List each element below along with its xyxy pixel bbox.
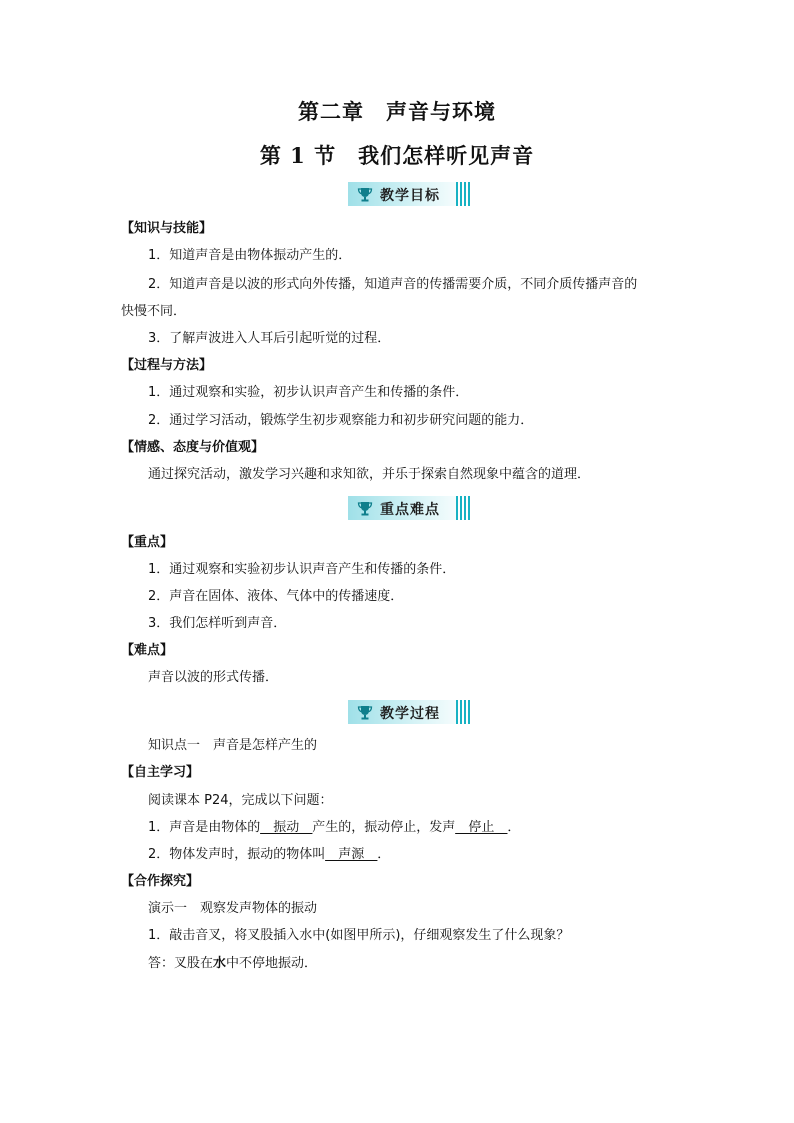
banner-key-points	[348, 496, 470, 520]
key-item: 1．通过观察和实验初步认识声音产生和传播的条件．	[148, 562, 456, 577]
banner-label: 重点难点	[380, 502, 440, 518]
chapter-title: 第二章 声音与环境	[298, 99, 496, 124]
answer-emphasis: 水	[213, 956, 227, 971]
banner-label: 教学目标	[380, 188, 440, 204]
key-item: 3．我们怎样听到声音．	[148, 616, 287, 631]
key-heading: 【重点】	[121, 535, 174, 550]
process-method-heading: 【过程与方法】	[121, 358, 213, 373]
demo-question: 1．敲击音叉，将叉股插入水中(如图甲所示)，仔细观察发生了什么现象？	[148, 928, 570, 943]
banner-stripe	[456, 182, 470, 206]
emotion-heading: 【情感、态度与价值观】	[121, 440, 265, 455]
knowledge-item: 1．知道声音是由物体振动产生的．	[148, 248, 352, 263]
answer-blank: __声源__	[325, 847, 378, 862]
answer-blank: __停止__	[455, 820, 508, 835]
answer-prefix: 答：叉股在	[148, 956, 214, 971]
process-method-item: 1．通过观察和实验，初步认识声音产生和传播的条件．	[148, 385, 469, 400]
question-2	[148, 846, 390, 864]
banner-stripe	[456, 700, 470, 724]
question-1-suffix: ．	[507, 820, 521, 835]
question-2-suffix: ．	[377, 847, 391, 862]
difficult-item: 声音以波的形式传播．	[148, 670, 279, 685]
knowledge-item: 2．知道声音是以波的形式向外传播，知道声音的传播需要介质，不同介质传播声音的	[148, 277, 638, 292]
banner-label: 教学过程	[380, 706, 440, 722]
trophy-icon	[357, 705, 373, 720]
banner-stripe	[456, 496, 470, 520]
answer-blank: __振动__	[260, 820, 313, 835]
key-item: 2．声音在固体、液体、气体中的传播速度．	[148, 589, 404, 604]
question-1	[148, 819, 520, 837]
self-study-heading: 【自主学习】	[121, 765, 200, 780]
process-method-item: 2．通过学习活动，锻炼学生初步观察能力和初步研究问题的能力．	[148, 413, 534, 428]
demo-answer	[148, 955, 317, 973]
knowledge-item-continued: 快慢不同．	[121, 304, 187, 319]
difficult-heading: 【难点】	[121, 643, 174, 658]
topic-title: 知识点一 声音是怎样产生的	[148, 738, 318, 753]
trophy-icon	[357, 187, 373, 202]
emotion-item: 通过探究活动，激发学习兴趣和求知欲，并乐于探索自然现象中蕴含的道理．	[148, 467, 591, 482]
reading-instruction: 阅读课本 P24，完成以下问题：	[148, 793, 333, 808]
question-1-prefix: 1．声音是由物体的	[148, 820, 261, 835]
section-title: 第 1 节 我们怎样听见声音	[259, 143, 535, 168]
demo-title: 演示一 观察发声物体的振动	[148, 901, 318, 916]
trophy-icon	[357, 501, 373, 516]
answer-suffix: 中不停地振动．	[226, 956, 318, 971]
coop-heading: 【合作探究】	[121, 874, 200, 889]
banner-process	[348, 700, 470, 724]
knowledge-item: 3．了解声波进入人耳后引起听觉的过程．	[148, 331, 391, 346]
question-2-prefix: 2．物体发声时，振动的物体叫	[148, 847, 326, 862]
banner-objectives	[348, 182, 470, 206]
knowledge-heading: 【知识与技能】	[121, 221, 213, 236]
question-1-middle: 产生的，振动停止，发声	[312, 820, 456, 835]
